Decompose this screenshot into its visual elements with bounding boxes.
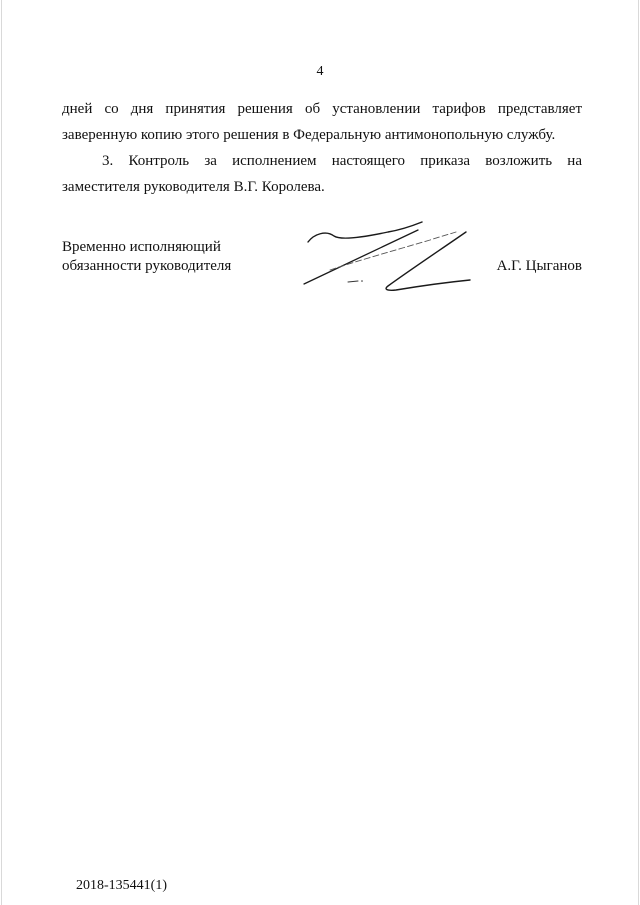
- scan-edge-left: [1, 0, 2, 905]
- paragraph-line: 3. Контроль за исполнением настоящего приказа возложить на: [102, 153, 582, 169]
- signer-title: [62, 238, 231, 276]
- handwritten-signature: [300, 212, 480, 296]
- paragraph-tariff-decision: [62, 96, 582, 148]
- signer-name: А.Г. Цыганов: [496, 258, 582, 274]
- signer-title-line: обязанности руководителя: [62, 258, 232, 274]
- page-number: 4: [316, 64, 324, 79]
- paragraph-line: заверенную копию этого решения в Федеральную антимонопольную службу.: [62, 127, 556, 143]
- paragraph-line: дней со дня принятия решения об установлении тарифов представляет: [62, 101, 582, 117]
- signer-title-line: Временно исполняющий: [62, 239, 221, 255]
- paragraph-line: заместителя руководителя В.Г. Королева.: [62, 179, 325, 195]
- document-code: 2018-135441(1): [76, 878, 167, 893]
- scan-edge-right: [638, 0, 639, 905]
- paragraph-control-clause: [62, 148, 582, 200]
